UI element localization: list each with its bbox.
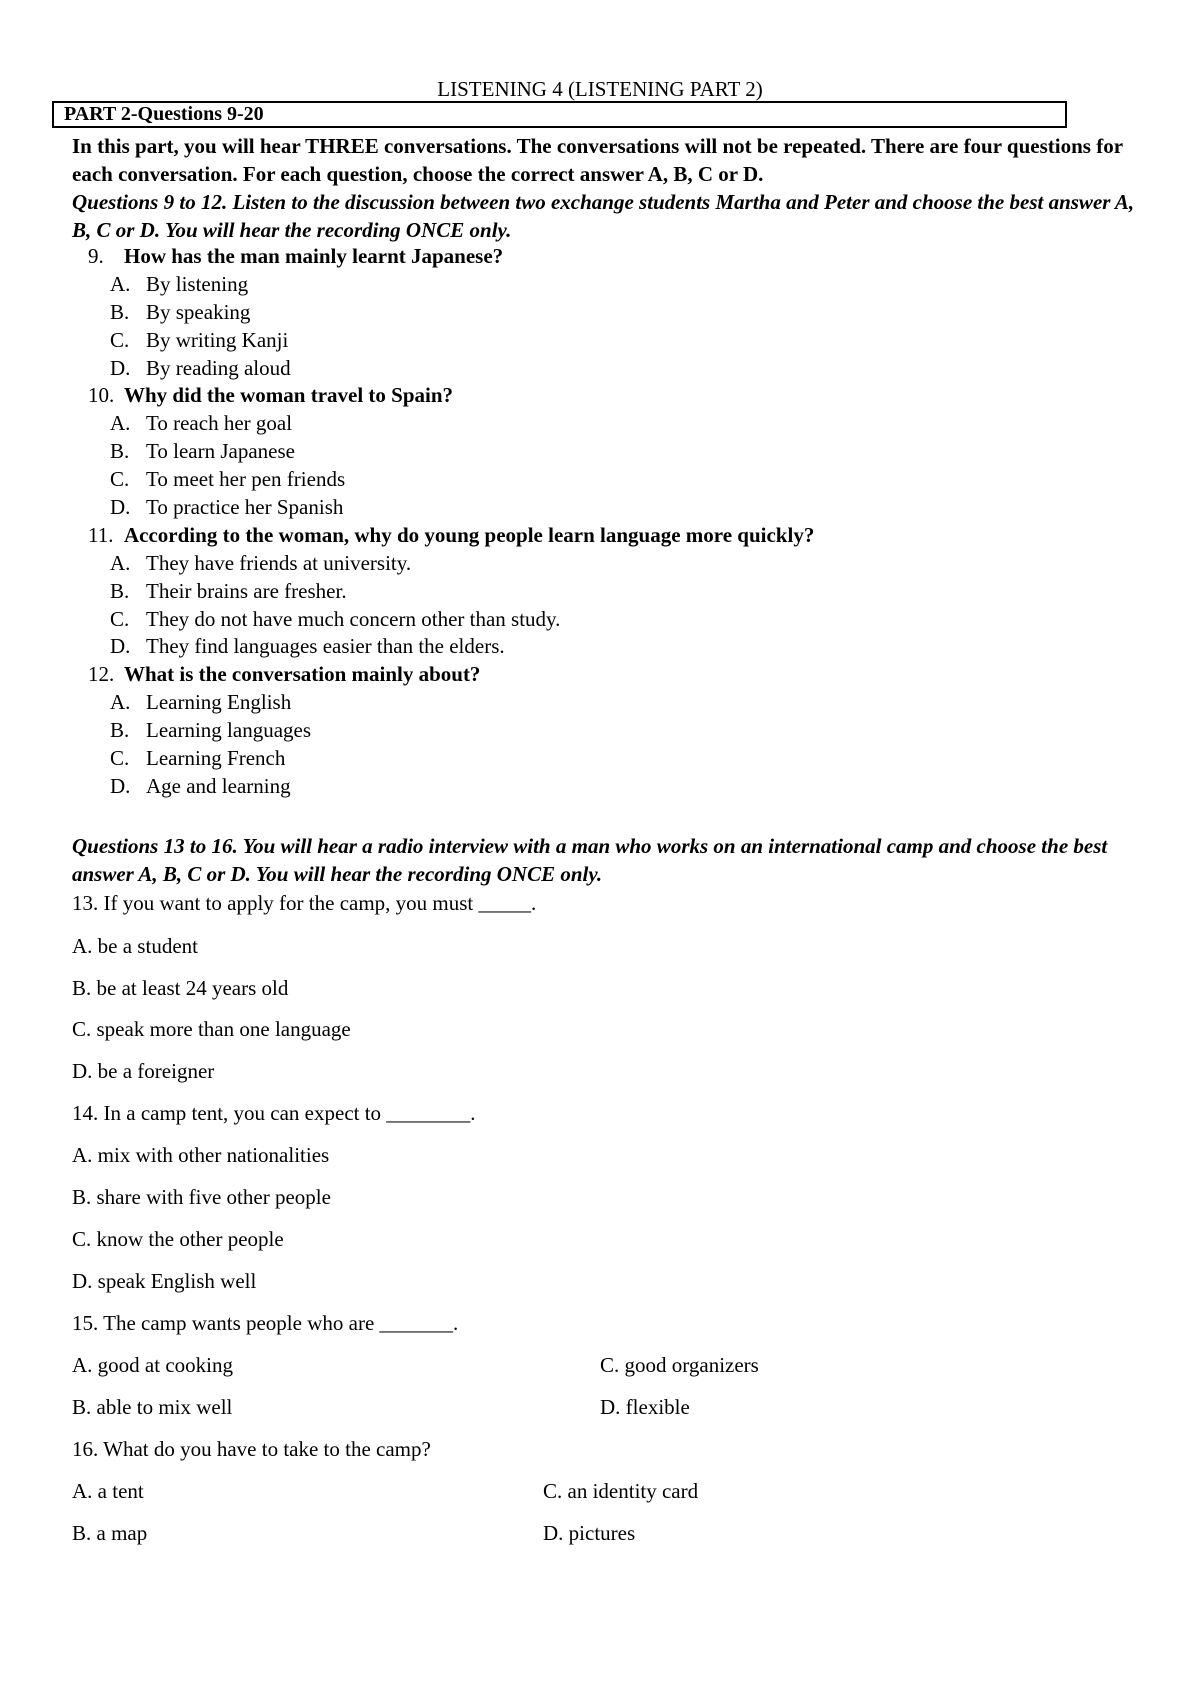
- option-item: [0, 327, 1200, 355]
- option-item: D. flexible: [600, 1395, 690, 1419]
- option-letter: A.: [110, 550, 131, 575]
- option-item: [0, 689, 1200, 717]
- option-letter: B.: [110, 578, 130, 603]
- option-text: Age and learning: [146, 773, 291, 798]
- option-letter: A.: [110, 411, 131, 436]
- option-item: [0, 410, 1200, 438]
- option-item: B. share with five other people: [72, 1185, 331, 1209]
- option-letter: B.: [110, 299, 130, 324]
- question-number: 12.: [88, 662, 115, 687]
- option-letter: B.: [110, 718, 130, 743]
- option-letter: A.: [110, 271, 131, 296]
- option-letter: D.: [110, 773, 131, 798]
- option-letter: C.: [110, 327, 130, 352]
- option-letter: B.: [110, 439, 130, 464]
- option-item: C. speak more than one language: [72, 1017, 351, 1041]
- option-item: [0, 494, 1200, 522]
- option-letter: A.: [110, 690, 131, 715]
- option-item: A. mix with other nationalities: [72, 1143, 330, 1167]
- option-text: To learn Japanese: [146, 439, 295, 464]
- option-item: D. speak English well: [72, 1269, 257, 1293]
- option-text: They do not have much concern other than study.: [146, 606, 561, 631]
- question-text: Why did the woman travel to Spain?: [124, 383, 454, 408]
- question-13-text: 13. If you want to apply for the camp, you must _____.: [72, 891, 537, 915]
- option-text: By listening: [146, 271, 249, 296]
- option-text: By reading aloud: [146, 355, 291, 380]
- question-number: 10.: [88, 383, 115, 408]
- question-number: 11.: [88, 522, 114, 547]
- question-14-text: 14. In a camp tent, you can expect to ________.: [72, 1101, 476, 1125]
- question-9: [0, 243, 1200, 271]
- option-letter: C.: [110, 467, 130, 492]
- part-header-box: PART 2-Questions 9-20: [52, 101, 1067, 128]
- option-letter: D.: [110, 634, 131, 659]
- option-item: [0, 550, 1200, 578]
- option-item: [0, 466, 1200, 494]
- option-text: By speaking: [146, 299, 251, 324]
- option-item: C. good organizers: [600, 1353, 759, 1377]
- option-item: [0, 606, 1200, 634]
- question-text: According to the woman, why do young people learn language more quickly?: [124, 522, 815, 547]
- option-item: D. be a foreigner: [72, 1059, 215, 1083]
- option-item: A. a tent: [72, 1479, 144, 1503]
- option-text: They have friends at university.: [146, 550, 412, 575]
- option-item: D. pictures: [543, 1521, 636, 1545]
- option-item: A. be a student: [72, 934, 198, 958]
- option-item: [0, 745, 1200, 773]
- option-item: [0, 717, 1200, 745]
- option-text: Learning French: [146, 746, 286, 771]
- option-item: [0, 633, 1200, 661]
- intro-paragraph: In this part, you will hear THREE conversations. The conversations will not be repeated. There are four questions for each conversation. For each question, choose the correct answer A, B, C or D.: [72, 134, 1123, 186]
- option-text: Learning English: [146, 690, 292, 715]
- section1-question-list: [0, 243, 1200, 801]
- page-title: LISTENING 4 (LISTENING PART 2): [437, 77, 763, 101]
- option-text: Learning languages: [146, 718, 312, 743]
- question-15-text: 15. The camp wants people who are _______.: [72, 1311, 459, 1335]
- option-letter: C.: [110, 606, 130, 631]
- option-item: [0, 578, 1200, 606]
- option-text: By writing Kanji: [146, 327, 289, 352]
- option-text: Their brains are fresher.: [146, 578, 347, 603]
- section1-instructions: Questions 9 to 12. Listen to the discussion between two exchange students Martha and Peter and choose the best answer A, B, C or D. You will hear the recording ONCE only.: [72, 190, 1135, 242]
- option-item: [0, 271, 1200, 299]
- option-item: [0, 299, 1200, 327]
- option-item: [0, 773, 1200, 801]
- option-item: C. an identity card: [543, 1479, 699, 1503]
- question-number: 9.: [88, 244, 104, 268]
- question-10: [0, 382, 1200, 410]
- option-text: They find languages easier than the elders.: [146, 634, 505, 659]
- question-text: What is the conversation mainly about?: [124, 662, 481, 687]
- question-16-text: 16. What do you have to take to the camp?: [72, 1437, 431, 1461]
- option-letter: D.: [110, 355, 131, 380]
- option-item: [0, 355, 1200, 383]
- question-text: How has the man mainly learnt Japanese?: [124, 244, 504, 268]
- question-12: [0, 661, 1200, 689]
- option-item: C. know the other people: [72, 1227, 284, 1251]
- option-item: [0, 438, 1200, 466]
- option-item: A. good at cooking: [72, 1353, 233, 1377]
- option-text: To practice her Spanish: [146, 495, 344, 520]
- option-item: B. a map: [72, 1521, 148, 1545]
- question-11: [0, 522, 1200, 550]
- option-item: B. able to mix well: [72, 1395, 233, 1419]
- option-letter: C.: [110, 746, 130, 771]
- option-item: B. be at least 24 years old: [72, 976, 289, 1000]
- option-text: To reach her goal: [146, 411, 293, 436]
- option-text: To meet her pen friends: [146, 467, 346, 492]
- option-letter: D.: [110, 495, 131, 520]
- section2-instructions: Questions 13 to 16. You will hear a radio interview with a man who works on an international camp and choose the best answer A, B, C or D. You will hear the recording ONCE only.: [72, 834, 1108, 886]
